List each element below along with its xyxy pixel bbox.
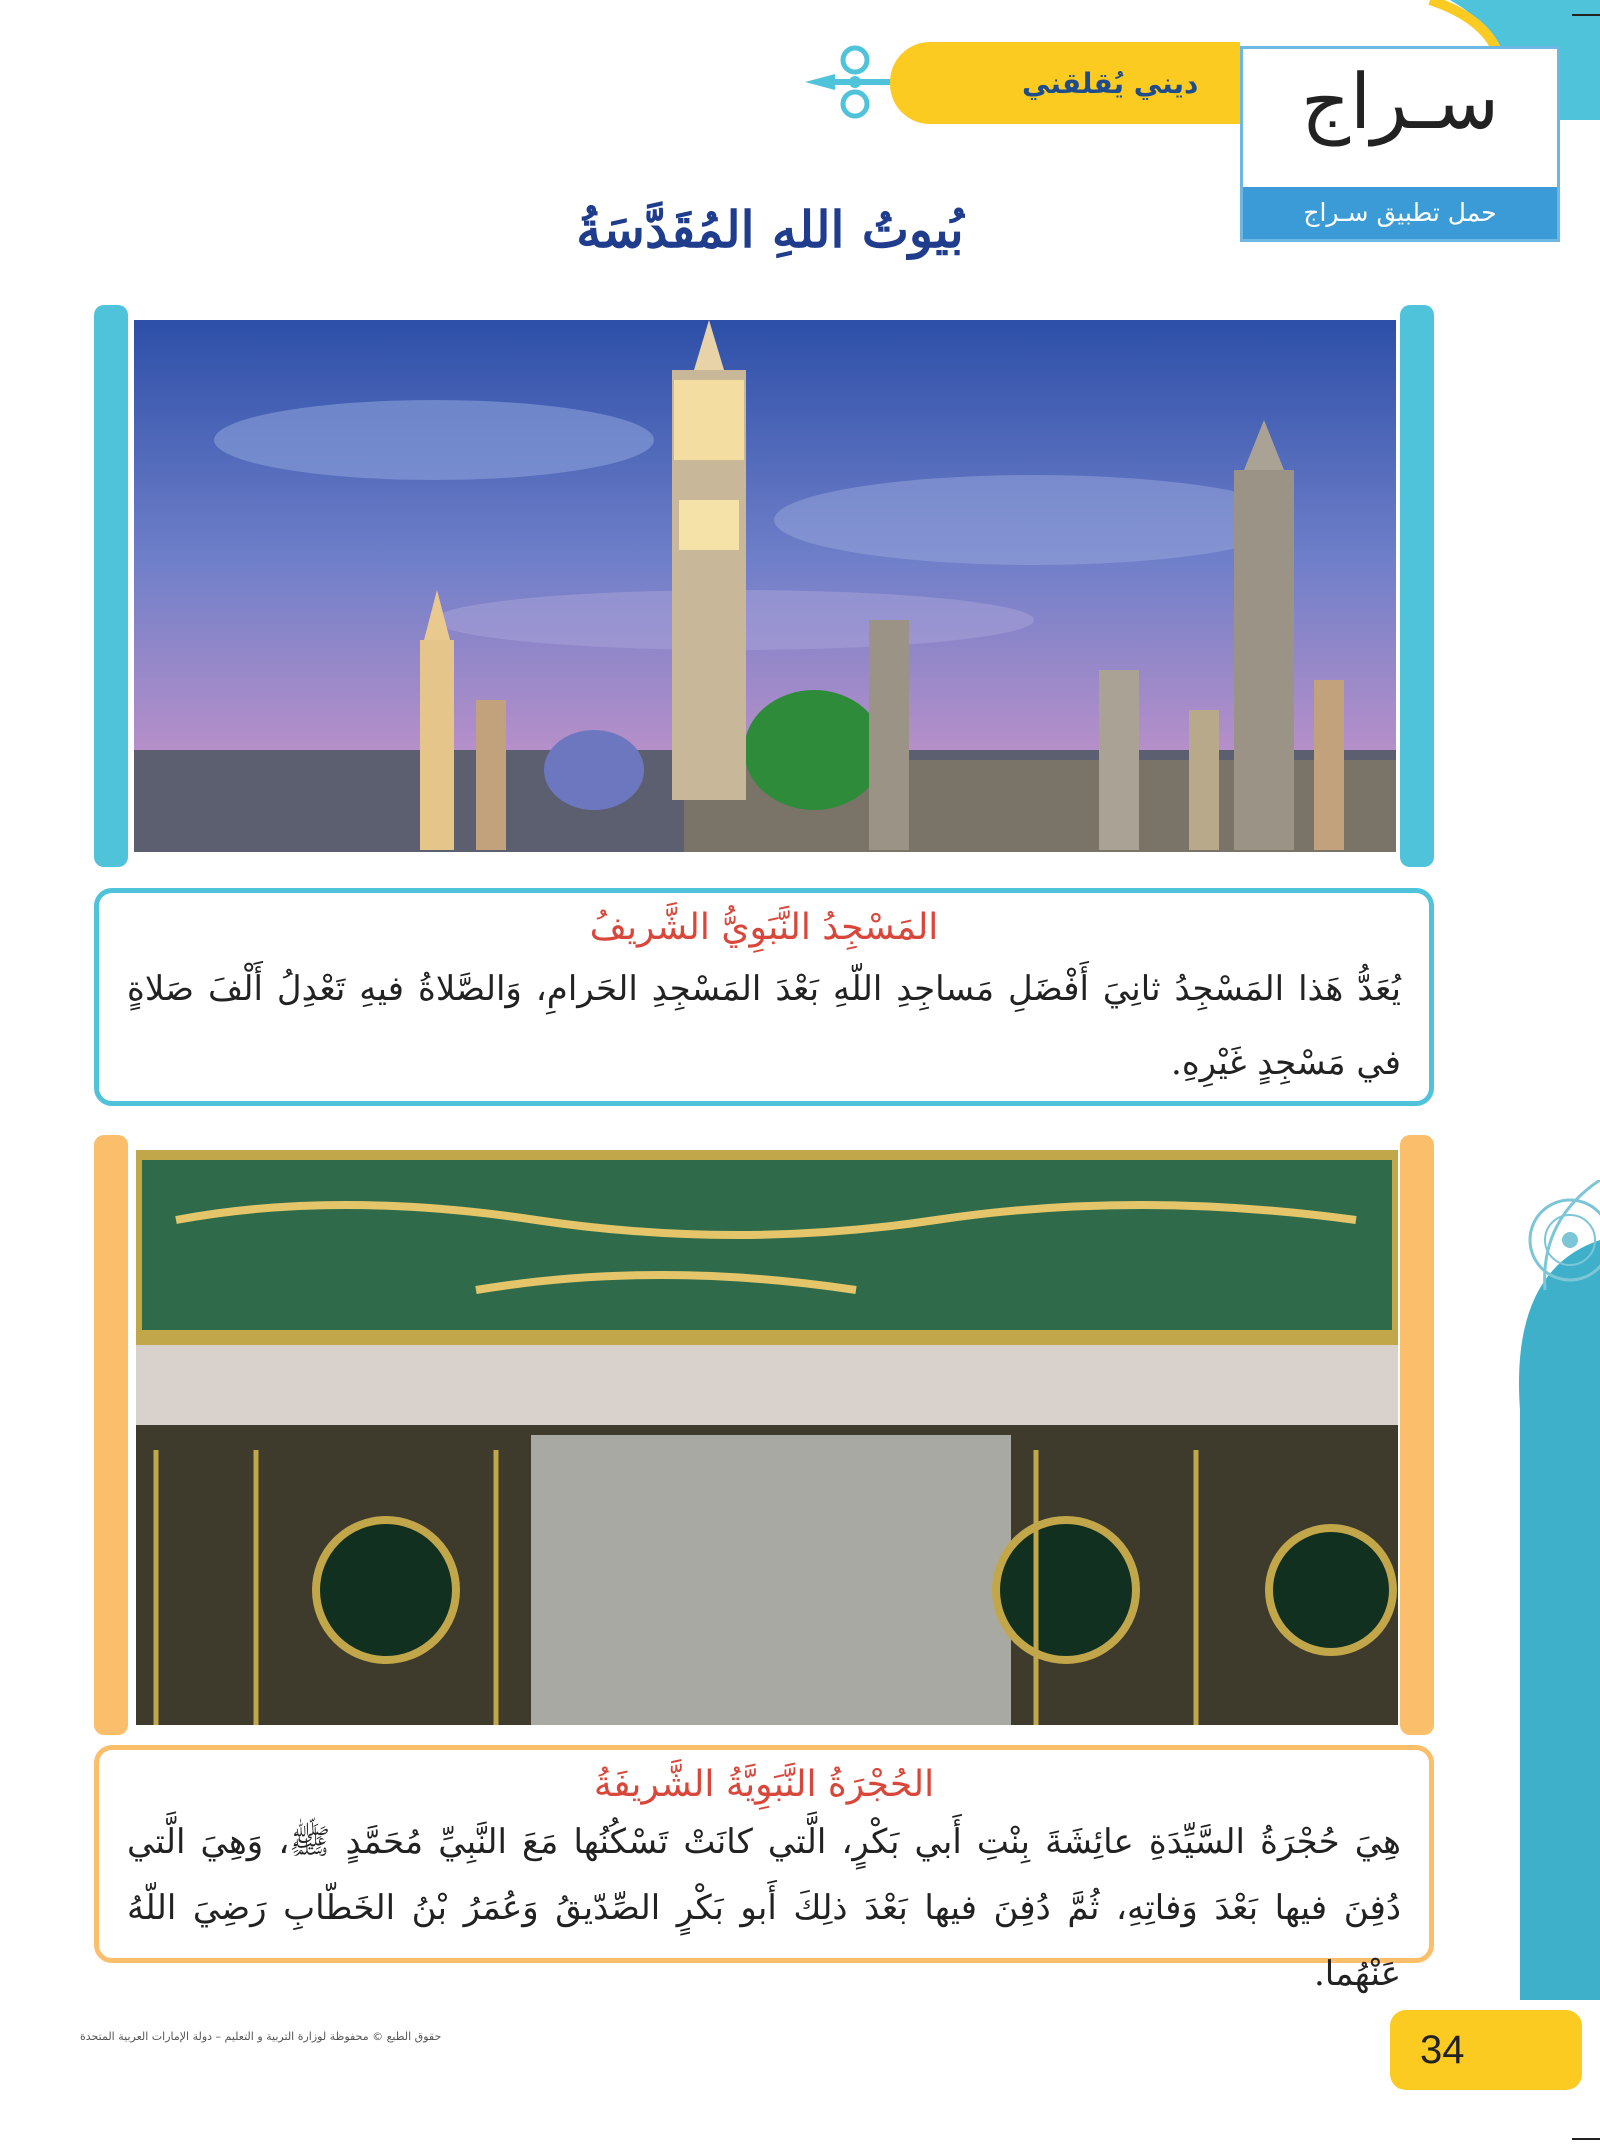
prophets-mosque-photo (134, 320, 1396, 852)
crop-mark (1572, 14, 1600, 16)
crop-mark (1572, 2138, 1600, 2140)
page-number: 34 (1390, 2010, 1582, 2090)
arabesque-ornament-icon (800, 38, 900, 126)
section-title: المَسْجِدُ النَّبَوِيُّ الشَّريفُ (589, 907, 939, 948)
prophets-chamber-photo (136, 1150, 1398, 1725)
lesson-tag-label: ديني يُقلقني (1022, 66, 1199, 100)
copyright-notice: حقوق الطبع © محفوظة لوزارة التربية و التعليم – دولة الإمارات العربية المتحدة (80, 2030, 442, 2043)
section-caption (94, 1745, 1434, 1994)
section-text: هِيَ حُجْرَةُ السَّيِّدَةِ عائِشَةَ بِنْتِ أَبي بَكْرٍ، الَّتي كانَتْ تَسْكُنُها مَعَ النَّبِيِّ مُحَمَّدٍ ﷺ، وَهِيَ الَّتي دُفِنَ فيها بَعْدَ وَفاتِهِ، ثُمَّ دُفِنَ فيها بَعْدَ ذلِكَ أَبو بَكْرٍ الصِّدّيقُ وَعُمَرُ بْنُ الخَطّابِ رَضِيَ اللّهُ عَنْهُما. (127, 1822, 1401, 1994)
section-tab-left (94, 1135, 128, 1735)
section-tab-left (94, 305, 128, 867)
section-title: الحُجْرَةُ النَّبَوِيَّةُ الشَّريفَةُ (593, 1764, 935, 1805)
lesson-tag (890, 42, 1240, 124)
section-text: يُعَدُّ هَذا المَسْجِدُ ثانِيَ أَفْضَلِ مَساجِدِ اللّهِ بَعْدَ المَسْجِدِ الحَرامِ، وَالصَّلاةُ فيهِ تَعْدِلُ أَلْفَ صَلاةٍ في مَسْجِدٍ غَيْرِهِ. (127, 969, 1401, 1083)
siraj-app-caption: حمل تطبيق سـراج (1243, 187, 1557, 239)
side-arabesque-decoration (1450, 1180, 1600, 2000)
section-tab-right (1400, 1135, 1434, 1735)
section-tab-right (1400, 305, 1434, 867)
siraj-logo-word: سـراج (1300, 57, 1500, 146)
section-caption (94, 888, 1434, 1106)
page-title: بُيوتُ اللهِ المُقَدَّسَةُ (576, 200, 964, 259)
